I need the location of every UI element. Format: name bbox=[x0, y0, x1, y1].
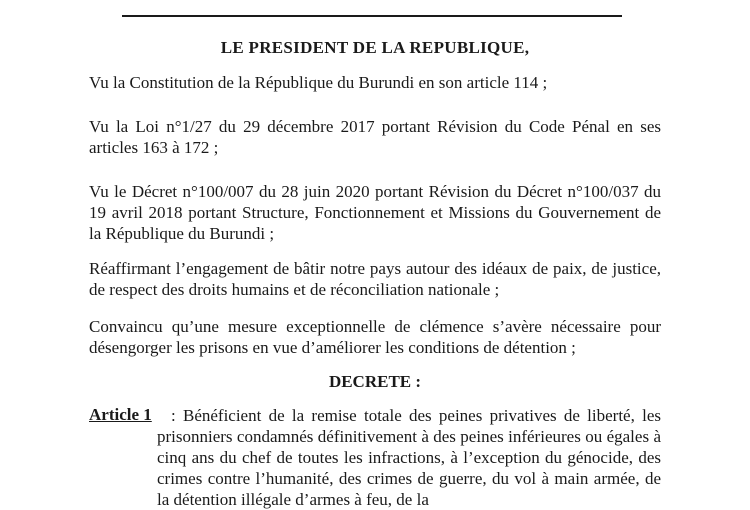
preamble-paragraph-constitution: Vu la Constitution de la République du Burundi en son article 114 ; bbox=[89, 73, 548, 92]
preamble-paragraph-penal-code: Vu la Loi n°1/27 du 29 décembre 2017 portant Révision du Code Pénal en ses articles 163 à 172 ; bbox=[89, 117, 661, 157]
document-title: LE PRESIDENT DE LA REPUBLIQUE, bbox=[220, 38, 530, 57]
top-rule bbox=[122, 15, 622, 17]
preamble-paragraph-convinced: Convaincu qu’une mesure exceptionnelle de clémence s’avère nécessaire pour désengorger les prisons en vue d’améliorer les conditions de détention ; bbox=[89, 317, 661, 357]
article-1-text: : Bénéficient de la remise totale des peines privatives de liberté, les prisonniers condamnés définitivement à des peines inférieures ou égales à cinq ans du chef de toutes les infractions, à l’exception du génocide, des crimes contre l’humanité, des crimes de guerre, du vol à main armée, de la détention illégale d’armes à feu, de la bbox=[157, 406, 661, 509]
article-1-label: Article 1 bbox=[89, 405, 152, 424]
preamble-paragraph-decree: Vu le Décret n°100/007 du 28 juin 2020 portant Révision du Décret n°100/037 du 19 avril 2018 portant Structure, Fonctionnement et Missions du Gouvernement de la République du Burundi ; bbox=[89, 182, 661, 243]
preamble-paragraph-reaffirming: Réaffirmant l’engagement de bâtir notre pays autour des idéaux de paix, de justice, de respect des droits humains et de réconciliation nationale ; bbox=[89, 259, 661, 299]
decree-heading: DECRETE : bbox=[328, 372, 422, 391]
